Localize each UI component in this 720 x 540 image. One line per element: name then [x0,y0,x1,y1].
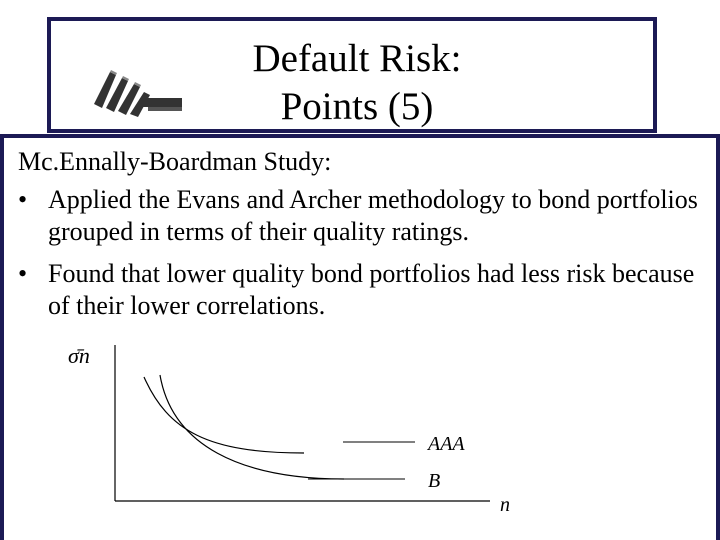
slide-title-line-2: Points (5) [280,85,434,128]
bullet-text: Applied the Evans and Archer methodology to bond portfolios grouped in terms of their quality ratings. [48,185,698,246]
study-heading: Mc.Ennally-Boardman Study: [18,147,332,176]
risk-curve-diagram [60,335,520,525]
bullet-text: Found that lower quality bond portfolios had less risk because of their lower correlations. [48,259,695,320]
falling-blocks-logo-icon [86,62,190,122]
y-axis-label: σ̄n [68,343,90,368]
bullet-marker: • [18,185,28,214]
x-axis-label: n [500,494,510,516]
slide-title-line-1: Default Risk: [252,37,462,80]
aaa-curve [144,377,304,453]
bullet-marker: • [18,259,28,288]
series-label-aaa: AAA [428,433,465,455]
series-label-b: B [428,470,441,492]
b-curve [160,375,344,479]
